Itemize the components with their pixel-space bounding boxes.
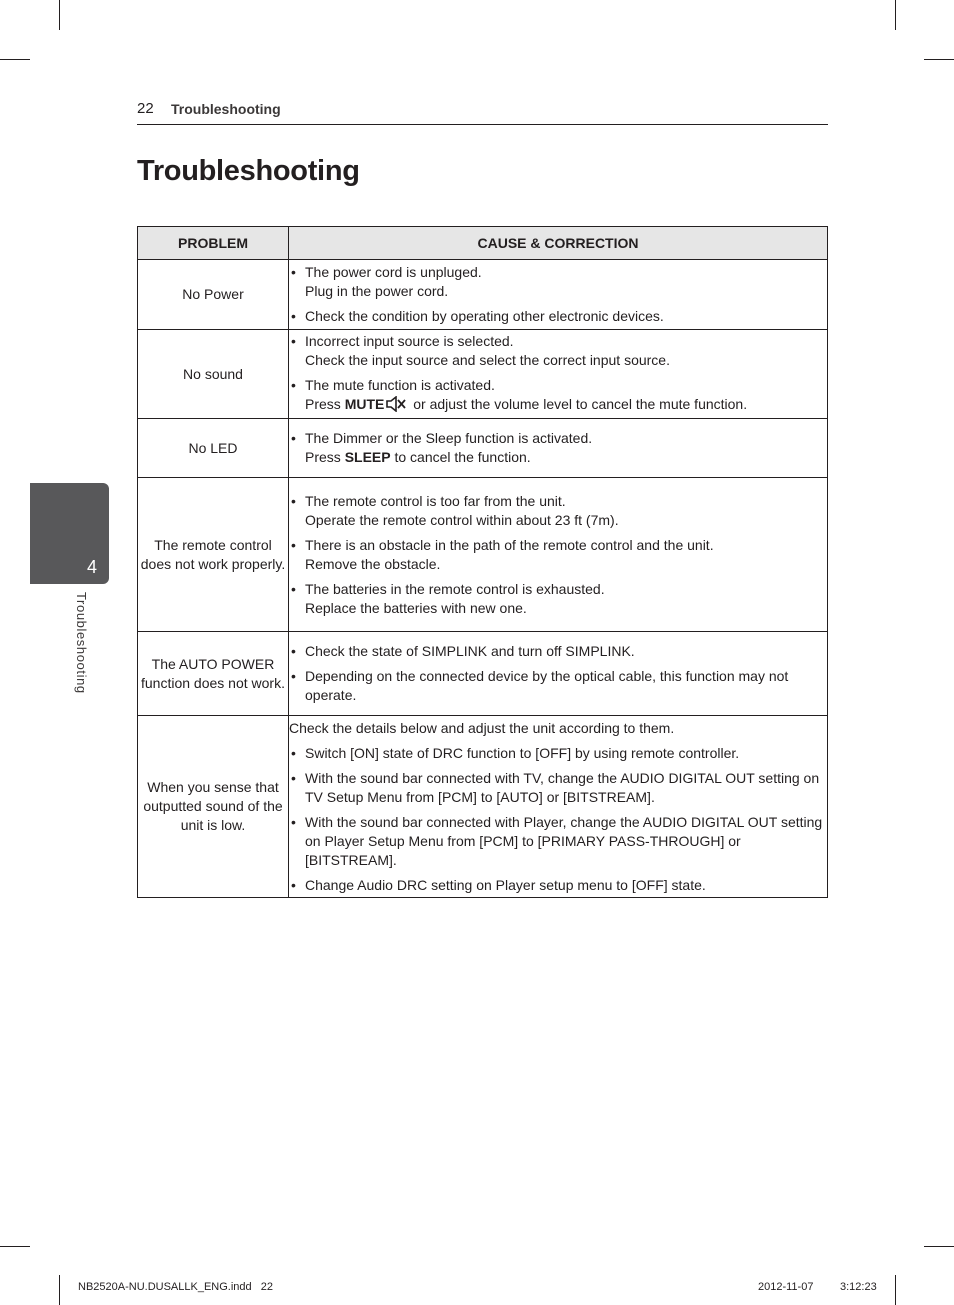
cause-text: • There is an obstacle in the path of the remote control and the unit.	[305, 536, 714, 553]
running-header	[137, 100, 828, 125]
table-row	[138, 419, 828, 478]
sleep-key-label: SLEEP	[344, 449, 391, 465]
cause-text: • The power cord is unpluged.	[305, 264, 482, 280]
crop-mark	[895, 0, 896, 30]
correction-text: Replace the batteries with new one.	[305, 599, 527, 616]
list-item	[289, 263, 827, 301]
list-item	[289, 307, 827, 326]
table-row	[138, 330, 828, 419]
list-item	[289, 769, 827, 807]
mute-key-label: MUTE	[344, 395, 385, 412]
list-item	[289, 376, 827, 417]
footer-time: 3:12:23	[840, 1281, 877, 1293]
chapter-label: Troubleshooting	[74, 592, 89, 694]
cause-text: • With the sound bar connected with Player, change the AUDIO DIGITAL OUT setting on Player Setup Menu from [PCM] to [PRIMARY PASS-THROUGH] or [BITSTREAM].	[305, 813, 823, 868]
problem-column-header: PROBLEM	[138, 227, 289, 260]
crop-mark	[895, 1275, 896, 1305]
cause-text: • Check the state of SIMPLINK and turn off SIMPLINK.	[305, 643, 635, 659]
list-item	[289, 667, 827, 705]
page-title: Troubleshooting	[137, 155, 360, 187]
troubleshooting-table	[137, 226, 828, 898]
cause-text: • Incorrect input source is selected.	[305, 332, 514, 349]
cause-text: • The Dimmer or the Sleep function is activated.	[305, 430, 593, 446]
footer-filename: NB2520A-NU.DUSALLK_ENG.indd 22	[78, 1281, 274, 1293]
correction-text: Check the input source and select the correct input source.	[305, 351, 670, 368]
table-row	[138, 478, 828, 632]
cause-text: • The mute function is activated.	[305, 376, 495, 393]
correction-text: Remove the obstacle.	[305, 555, 441, 572]
cause-text: • With the sound bar connected with TV, change the AUDIO DIGITAL OUT setting on TV Setup Menu from [PCM] to [AUTO] or [BITSTREAM].	[305, 769, 820, 805]
cause-text: • The batteries in the remote control is exhausted.	[305, 580, 605, 597]
list-item	[289, 580, 827, 618]
correction-rest: or adjust the volume level to cancel the mute function.	[413, 395, 748, 412]
cause-cell	[289, 478, 828, 632]
intro-text: Check the details below and adjust the unit according to them.	[289, 719, 675, 736]
list-item	[289, 876, 827, 895]
cause-cell	[289, 419, 828, 478]
press-word: Press	[305, 449, 341, 465]
cause-list	[289, 429, 827, 467]
correction-rest: to cancel the function.	[394, 449, 531, 465]
cause-cell	[289, 330, 828, 419]
problem-cell: The remote control does not work properly.	[138, 478, 289, 632]
running-header-title: Troubleshooting	[171, 101, 281, 117]
crop-mark	[59, 0, 60, 30]
cause-list	[289, 332, 827, 417]
cause-list	[289, 744, 827, 895]
problem-cell: When you sense that outputted sound of the unit is low.	[138, 716, 289, 898]
mute-icon	[386, 396, 406, 417]
cause-text: • Change Audio DRC setting on Player setup menu to [OFF] state.	[305, 876, 706, 893]
list-item	[289, 429, 827, 467]
cause-cell	[289, 260, 828, 330]
cause-text: • Depending on the connected device by the optical cable, this function may not operate.	[305, 668, 789, 703]
list-item	[289, 642, 827, 661]
table-row	[138, 716, 828, 898]
cause-cell	[289, 716, 828, 898]
correction-text	[305, 448, 827, 467]
list-item	[289, 536, 827, 574]
cause-text: • Switch [ON] state of DRC function to [OFF] by using remote controller.	[305, 744, 740, 761]
chapter-number: 4	[86, 557, 97, 577]
table-header-row	[138, 227, 828, 260]
cause-text: • The remote control is too far from the unit.	[305, 492, 566, 509]
cause-column-header: CAUSE & CORRECTION	[289, 227, 828, 260]
crop-mark	[924, 59, 954, 60]
correction-text: Plug in the power cord.	[305, 283, 449, 299]
problem-cell: No LED	[138, 419, 289, 478]
crop-mark	[0, 1246, 30, 1247]
crop-mark	[924, 1246, 954, 1247]
problem-cell: No sound	[138, 330, 289, 419]
list-item	[289, 332, 827, 370]
problem-cell: The AUTO POWER function does not work.	[138, 632, 289, 716]
cause-list	[289, 492, 827, 618]
footer-date: 2012-11-07	[758, 1281, 814, 1293]
table-row	[138, 632, 828, 716]
chapter-tab	[30, 483, 109, 584]
cause-list	[289, 263, 827, 326]
cause-text: • Check the condition by operating other electronic devices.	[305, 308, 664, 324]
crop-mark	[0, 59, 30, 60]
list-item	[289, 492, 827, 530]
press-word: Press	[305, 395, 341, 412]
correction-text: Operate the remote control within about 23 ft (7m).	[305, 511, 619, 528]
table-row	[138, 260, 828, 330]
list-item	[289, 813, 827, 870]
cause-list	[289, 642, 827, 705]
problem-cell: No Power	[138, 260, 289, 330]
cause-cell	[289, 632, 828, 716]
crop-mark	[59, 1275, 60, 1305]
list-item	[289, 744, 827, 763]
correction-text	[305, 395, 827, 417]
page-number: 22	[137, 100, 154, 117]
